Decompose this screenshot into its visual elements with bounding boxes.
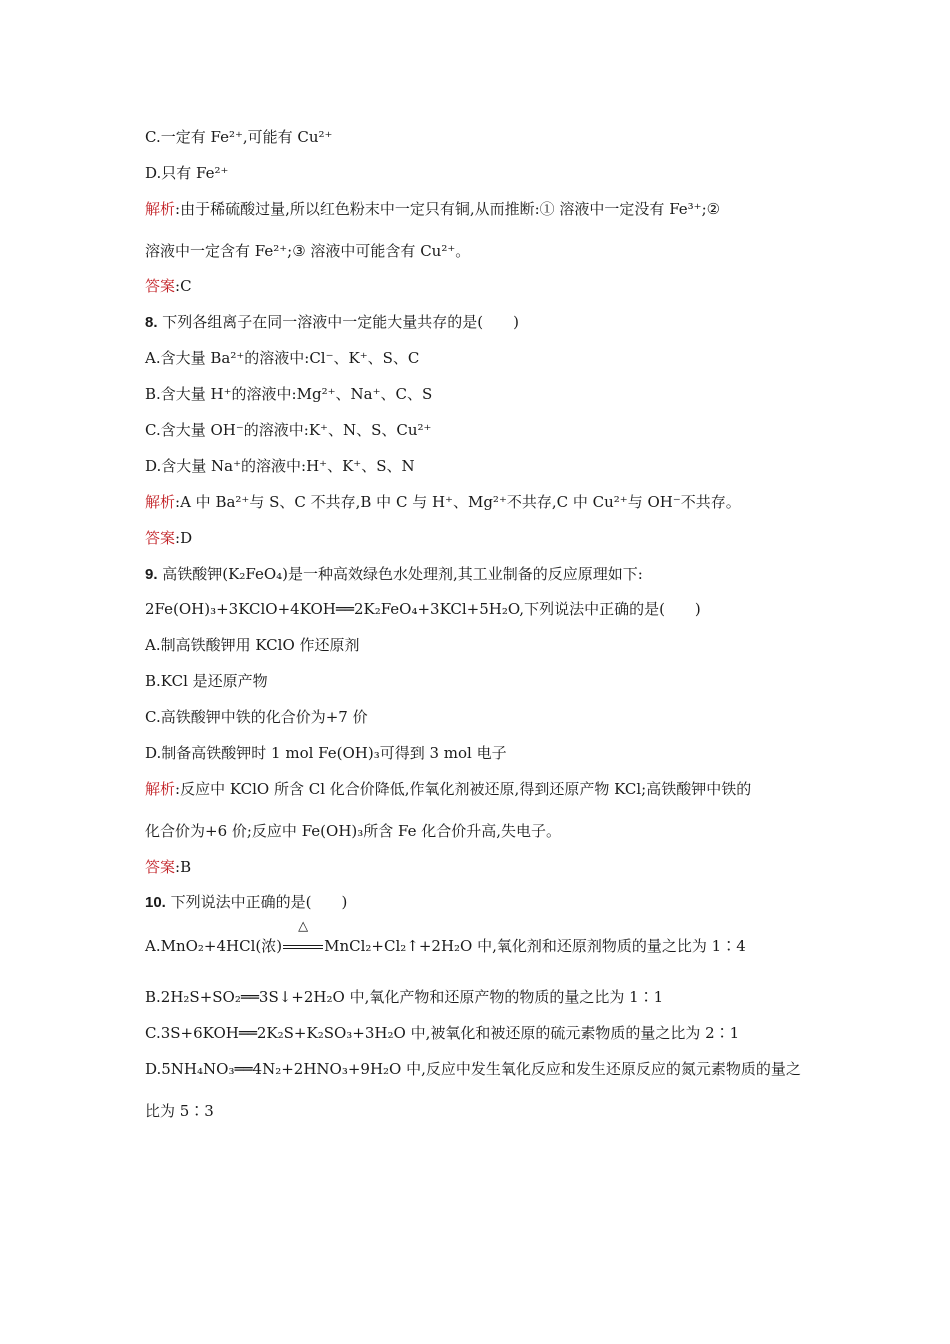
- q9-stem: [145, 564, 643, 585]
- q9-option-d: D.制备高铁酸钾时 1 mol Fe(OH)₃可得到 3 mol 电子: [145, 744, 507, 762]
- answer-label: 答案: [145, 858, 176, 876]
- q9-option-b: B.KCl 是还原产物: [145, 672, 268, 690]
- q9-number: 9.: [145, 566, 158, 583]
- q9-option-c: C.高铁酸钾中铁的化合价为+7 价: [145, 708, 368, 726]
- heat-triangle-icon: △: [298, 919, 309, 934]
- q7-answer: [145, 276, 192, 296]
- q9-analysis-text: :反应中 KClO 所含 Cl 化合价降低,作氧化剂被还原,得到还原产物 KCl;高铁酸钾中铁的: [175, 780, 752, 798]
- q8-analysis: [145, 492, 741, 512]
- q8-stem: [145, 312, 519, 333]
- q7-analysis: [145, 199, 720, 219]
- equals-arrow-icon: [283, 945, 323, 949]
- q9-answer: [145, 857, 191, 877]
- analysis-label: 解析: [145, 780, 176, 798]
- heat-arrow: [282, 919, 324, 956]
- analysis-label: 解析: [145, 493, 176, 511]
- q7-option-c: C.一定有 Fe²⁺,可能有 Cu²⁺: [145, 128, 333, 146]
- q10-option-a: [145, 919, 746, 956]
- q8-analysis-text: :A 中 Ba²⁺与 S、C 不共存,B 中 C 与 H⁺、Mg²⁺不共存,C 中 Cu²⁺与 OH⁻不共存。: [175, 493, 741, 511]
- q9-option-a: A.制高铁酸钾用 KClO 作还原剂: [145, 636, 360, 654]
- q8-stem-text: 下列各组离子在同一溶液中一定能大量共存的是( ): [157, 313, 519, 331]
- q9-analysis-line2: 化合价为+6 价;反应中 Fe(OH)₃所含 Fe 化合价升高,失电子。: [145, 822, 562, 840]
- q7-analysis-line2: 溶液中一定含有 Fe²⁺;③ 溶液中可能含有 Cu²⁺。: [145, 242, 471, 260]
- q10-option-d-line2: 比为 5∶3: [145, 1102, 214, 1120]
- q10-number: 10.: [145, 894, 166, 911]
- q10-option-b: B.2H₂S+SO₂══3S↓+2H₂O 中,氧化产物和还原产物的物质的量之比为 1∶1: [145, 988, 664, 1006]
- q8-option-a: A.含大量 Ba²⁺的溶液中:Cl⁻、K⁺、S、C: [145, 349, 420, 367]
- q10-stem: [145, 892, 347, 913]
- q7-analysis-text: :由于稀硫酸过量,所以红色粉末中一定只有铜,从而推断:① 溶液中一定没有 Fe³⁺;②: [175, 200, 721, 218]
- q10-option-a-left: A.MnO₂+4HCl(浓): [145, 937, 283, 955]
- q8-number: 8.: [145, 314, 158, 331]
- q10-stem-text: 下列说法中正确的是( ): [165, 893, 348, 911]
- answer-label: 答案: [145, 277, 176, 295]
- q8-answer-value: :D: [175, 529, 193, 547]
- q9-answer-value: :B: [175, 858, 192, 876]
- q7-answer-value: :C: [175, 277, 192, 295]
- answer-label: 答案: [145, 529, 176, 547]
- q8-option-d: D.含大量 Na⁺的溶液中:H⁺、K⁺、S、N: [145, 457, 415, 475]
- q8-answer: [145, 528, 192, 548]
- q8-option-b: B.含大量 H⁺的溶液中:Mg²⁺、Na⁺、C、S: [145, 385, 433, 403]
- q7-option-d: D.只有 Fe²⁺: [145, 164, 229, 182]
- q8-option-c: C.含大量 OH⁻的溶液中:K⁺、N、S、Cu²⁺: [145, 421, 432, 439]
- analysis-label: 解析: [145, 200, 176, 218]
- q9-analysis: [145, 779, 751, 799]
- q9-stem-text: 高铁酸钾(K₂FeO₄)是一种高效绿色水处理剂,其工业制备的反应原理如下:: [157, 565, 643, 583]
- q10-option-c: C.3S+6KOH══2K₂S+K₂SO₃+3H₂O 中,被氧化和被还原的硫元素物质的量之比为 2∶1: [145, 1024, 740, 1042]
- q10-option-a-right: MnCl₂+Cl₂↑+2H₂O 中,氧化剂和还原剂物质的量之比为 1∶4: [324, 937, 746, 955]
- q10-option-d: D.5NH₄NO₃══4N₂+2HNO₃+9H₂O 中,反应中发生氧化反应和发生还原反应的氮元素物质的量之: [145, 1060, 801, 1078]
- q9-equation: 2Fe(OH)₃+3KClO+4KOH══2K₂FeO₄+3KCl+5H₂O,下列说法中正确的是( ): [145, 600, 701, 618]
